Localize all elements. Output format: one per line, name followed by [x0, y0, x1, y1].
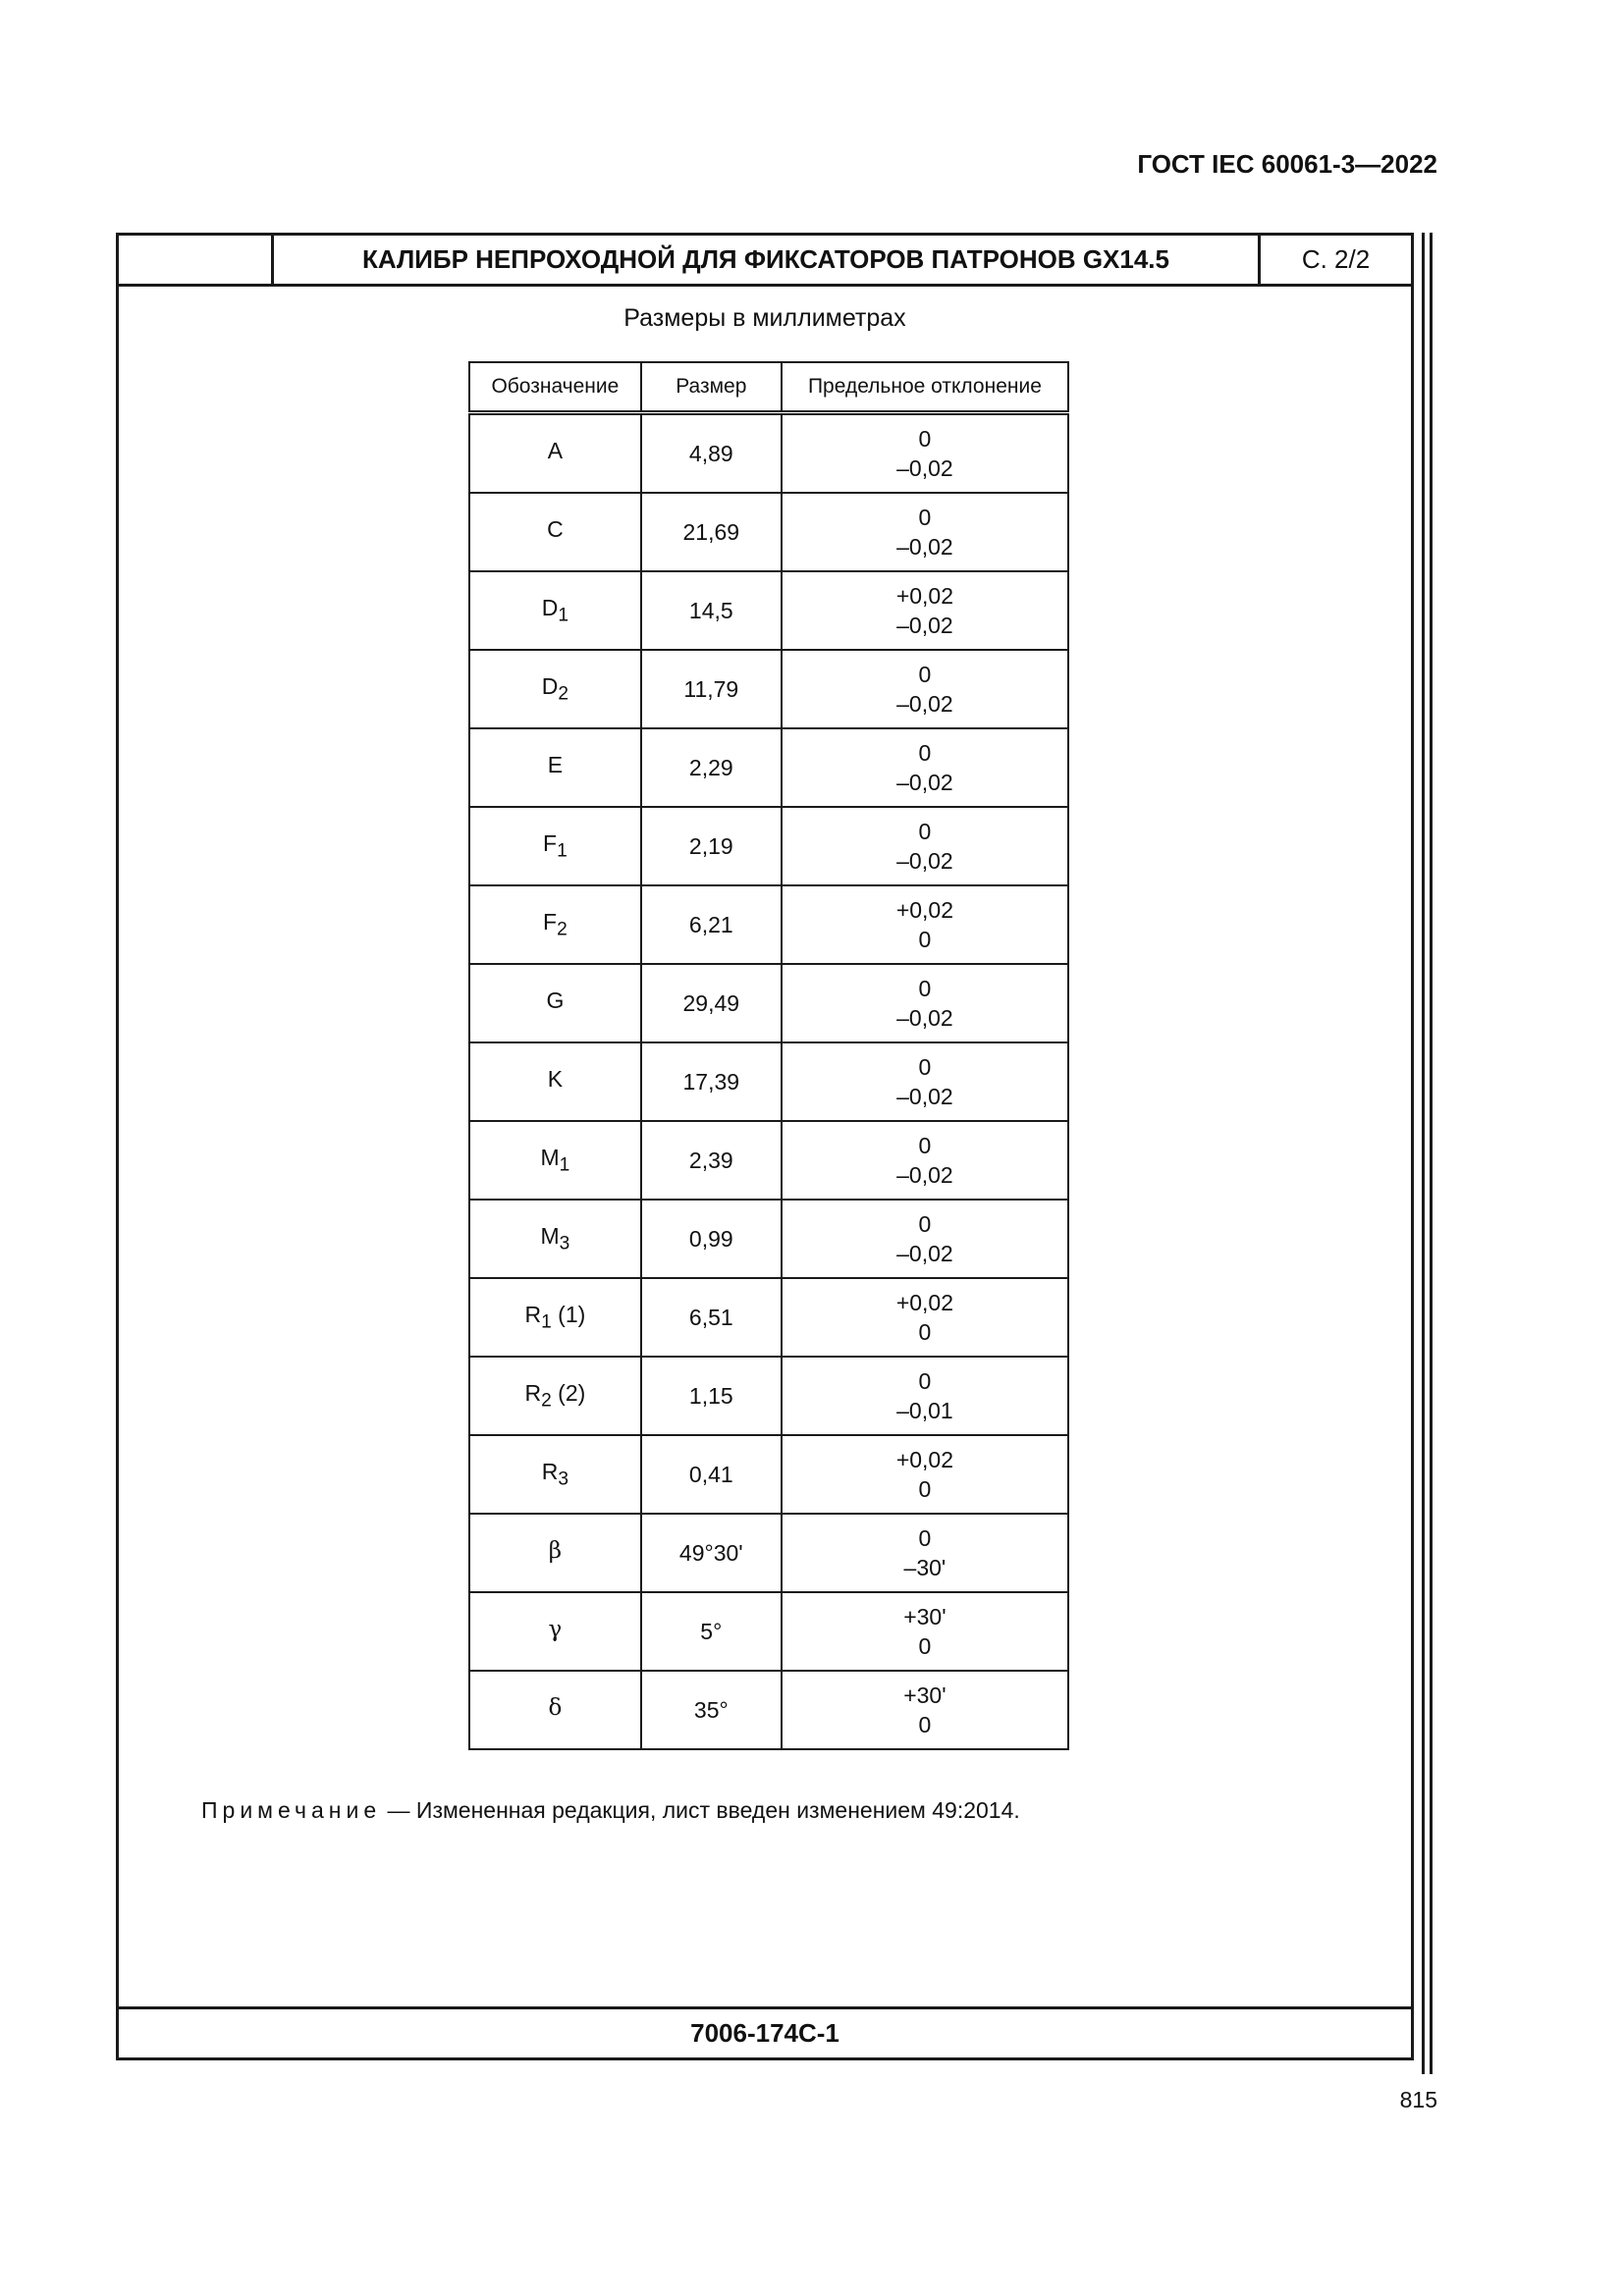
upper-deviation: 0: [918, 426, 932, 452]
lower-deviation: 0: [918, 1319, 932, 1345]
upper-deviation: +0,02: [895, 583, 954, 609]
table-row: [469, 1592, 1068, 1671]
designation-symbol: M: [540, 1222, 560, 1249]
upper-deviation: +30': [903, 1682, 947, 1708]
size-cell: 11,79: [641, 650, 782, 728]
lower-deviation: –30': [903, 1555, 947, 1580]
designation-symbol: R: [524, 1379, 542, 1406]
tolerance-cell: [782, 1514, 1068, 1592]
header-blank-cell: [119, 236, 274, 284]
upper-deviation: 0: [918, 976, 932, 1001]
size-cell: 14,5: [641, 571, 782, 650]
table-body: [469, 413, 1068, 1750]
designation-cell: [469, 1121, 641, 1200]
designation-cell: [469, 1278, 641, 1357]
upper-deviation: +0,02: [895, 1290, 954, 1315]
size-cell: 6,21: [641, 885, 782, 964]
table-row: [469, 1435, 1068, 1514]
table-row: [469, 571, 1068, 650]
designation-cell: [469, 1200, 641, 1278]
designation-symbol: β: [548, 1537, 563, 1564]
designation-subscript: 1: [559, 1154, 570, 1176]
designation-cell: [469, 493, 641, 571]
table-row: [469, 728, 1068, 807]
designation-cell: [469, 1435, 641, 1514]
note-label: Примечание: [201, 1797, 382, 1823]
table-row: [469, 1121, 1068, 1200]
table-row: [469, 964, 1068, 1042]
tolerance-cell: [782, 1592, 1068, 1671]
lower-deviation: 0: [918, 1633, 932, 1659]
lower-deviation: –0,02: [896, 848, 953, 874]
tolerance-cell: [782, 650, 1068, 728]
table-row: [469, 650, 1068, 728]
designation-symbol: γ: [548, 1616, 563, 1642]
designation-symbol: E: [547, 751, 564, 777]
size-cell: 2,39: [641, 1121, 782, 1200]
upper-deviation: 0: [918, 1525, 932, 1551]
lower-deviation: –0,02: [896, 455, 953, 481]
tolerance-cell: [782, 1435, 1068, 1514]
lower-deviation: –0,02: [896, 1162, 953, 1188]
tolerance-cell: [782, 728, 1068, 807]
size-cell: 2,19: [641, 807, 782, 885]
table-row: [469, 1200, 1068, 1278]
designation-subscript: 2: [558, 683, 569, 705]
column-header-designation: Обозначение: [469, 362, 641, 413]
size-cell: 6,51: [641, 1278, 782, 1357]
lower-deviation: 0: [918, 1476, 932, 1502]
lower-deviation: –0,02: [896, 770, 953, 795]
table-row: [469, 413, 1068, 494]
lower-deviation: –0,02: [896, 613, 953, 638]
binding-line-2: [1430, 233, 1433, 2074]
tolerance-cell: [782, 571, 1068, 650]
upper-deviation: 0: [918, 1054, 932, 1080]
designation-subscript: 2: [541, 1390, 552, 1412]
lower-deviation: –0,02: [896, 1005, 953, 1031]
page-number: 815: [1399, 2087, 1437, 2112]
upper-deviation: 0: [918, 819, 932, 844]
tolerance-cell: [782, 413, 1068, 494]
designation-symbol: δ: [548, 1694, 563, 1721]
size-cell: 35°: [641, 1671, 782, 1749]
table-row: [469, 1671, 1068, 1749]
lower-deviation: 0: [918, 1712, 932, 1737]
designation-cell: [469, 1592, 641, 1671]
designation-cell: [469, 964, 641, 1042]
designation-subscript: 3: [559, 1233, 570, 1255]
size-cell: 0,41: [641, 1435, 782, 1514]
lower-deviation: –0,02: [896, 1241, 953, 1266]
binding-line-1: [1422, 233, 1425, 2074]
drawing-sheet-frame: [116, 233, 1414, 2060]
designation-subscript: 1: [557, 840, 568, 862]
table-row: [469, 1042, 1068, 1121]
dimensions-table: [468, 361, 1069, 1750]
column-header-size: Размер: [641, 362, 782, 413]
sheet-header: [119, 236, 1411, 287]
tolerance-cell: [782, 493, 1068, 571]
size-cell: 5°: [641, 1592, 782, 1671]
tolerance-cell: [782, 964, 1068, 1042]
upper-deviation: +30': [903, 1604, 947, 1629]
designation-symbol: R: [524, 1301, 542, 1327]
designation-cell: [469, 1357, 641, 1435]
upper-deviation: 0: [918, 1133, 932, 1158]
note: [201, 1797, 1020, 1824]
upper-deviation: 0: [918, 740, 932, 766]
upper-deviation: +0,02: [895, 897, 954, 923]
tolerance-cell: [782, 807, 1068, 885]
upper-deviation: 0: [918, 1368, 932, 1394]
size-cell: 49°30': [641, 1514, 782, 1592]
designation-cell: [469, 885, 641, 964]
sheet-number: 7006-174C-1: [119, 2006, 1411, 2057]
standard-code: ГОСТ IEC 60061-3—2022: [1137, 149, 1437, 179]
size-cell: 2,29: [641, 728, 782, 807]
designation-symbol: D: [541, 594, 559, 620]
lower-deviation: –0,02: [896, 534, 953, 560]
upper-deviation: +0,02: [895, 1447, 954, 1472]
size-cell: 0,99: [641, 1200, 782, 1278]
designation-symbol: K: [547, 1065, 564, 1092]
designation-symbol: D: [541, 672, 559, 699]
designation-subscript: 3: [558, 1468, 569, 1490]
size-cell: 1,15: [641, 1357, 782, 1435]
designation-cell: [469, 571, 641, 650]
sheet-page-ref: С. 2/2: [1258, 236, 1411, 284]
upper-deviation: 0: [918, 1211, 932, 1237]
designation-symbol: F: [543, 908, 558, 934]
designation-symbol: A: [547, 437, 564, 463]
table-header-row: [469, 362, 1068, 413]
upper-deviation: 0: [918, 662, 932, 687]
tolerance-cell: [782, 885, 1068, 964]
table-row: [469, 493, 1068, 571]
designation-cell: [469, 728, 641, 807]
tolerance-cell: [782, 1042, 1068, 1121]
lower-deviation: –0,02: [896, 691, 953, 717]
note-text: — Измененная редакция, лист введен изменением 49:2014.: [381, 1797, 1020, 1823]
table-row: [469, 1278, 1068, 1357]
designation-cell: [469, 1671, 641, 1749]
table-row: [469, 807, 1068, 885]
tolerance-cell: [782, 1671, 1068, 1749]
designation-cell: [469, 807, 641, 885]
designation-cell: [469, 650, 641, 728]
designation-cell: [469, 413, 641, 494]
lower-deviation: –0,02: [896, 1084, 953, 1109]
size-cell: 29,49: [641, 964, 782, 1042]
table-row: [469, 1514, 1068, 1592]
designation-suffix: (1): [551, 1301, 586, 1327]
column-header-tolerance: Предельное отклонение: [782, 362, 1068, 413]
designation-suffix: (2): [551, 1379, 586, 1406]
designation-subscript: 2: [557, 919, 568, 940]
lower-deviation: 0: [918, 927, 932, 952]
upper-deviation: 0: [918, 505, 932, 530]
tolerance-cell: [782, 1357, 1068, 1435]
tolerance-cell: [782, 1200, 1068, 1278]
tolerance-cell: [782, 1278, 1068, 1357]
units-caption: Размеры в миллиметрах: [623, 304, 906, 332]
designation-subscript: 1: [541, 1311, 552, 1333]
designation-symbol: C: [547, 515, 564, 542]
designation-cell: [469, 1042, 641, 1121]
sheet-title: КАЛИБР НЕПРОХОДНОЙ ДЛЯ ФИКСАТОРОВ ПАТРОНОВ GX14.5: [362, 244, 1169, 274]
tolerance-cell: [782, 1121, 1068, 1200]
table-row: [469, 1357, 1068, 1435]
designation-cell: [469, 1514, 641, 1592]
lower-deviation: –0,01: [896, 1398, 953, 1423]
size-cell: 21,69: [641, 493, 782, 571]
designation-symbol: G: [546, 987, 565, 1013]
designation-symbol: F: [543, 829, 558, 856]
designation-subscript: 1: [558, 605, 569, 626]
designation-symbol: M: [540, 1144, 560, 1170]
table-row: [469, 885, 1068, 964]
size-cell: 17,39: [641, 1042, 782, 1121]
designation-symbol: R: [541, 1458, 559, 1484]
size-cell: 4,89: [641, 413, 782, 494]
